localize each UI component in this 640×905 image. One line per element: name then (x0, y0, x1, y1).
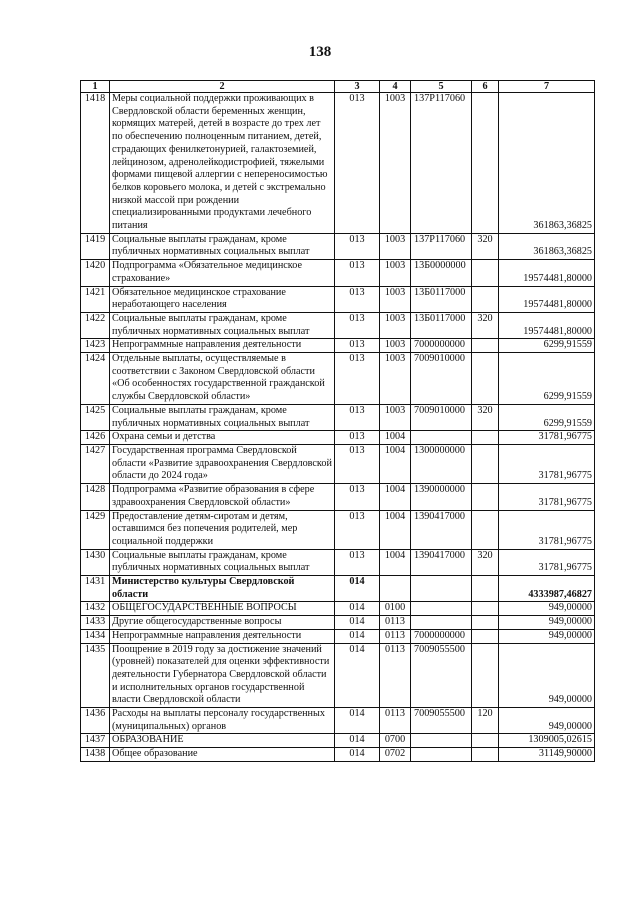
section-code: 1003 (380, 339, 411, 353)
section-code: 1003 (380, 260, 411, 286)
row-name: Отдельные выплаты, осуществляемые в соответствии с Законом Свердловской области «Об особенностях государственной гражданской службы Свердловской области» (110, 353, 335, 405)
admin-code: 014 (335, 629, 380, 643)
expense-type-code: 320 (472, 404, 499, 430)
table-row (81, 510, 595, 549)
target-article-code (411, 431, 472, 445)
row-number: 1427 (81, 444, 110, 483)
row-name: Социальные выплаты гражданам, кроме публичных нормативных социальных выплат (110, 233, 335, 259)
expense-type-code (472, 602, 499, 616)
row-name: Подпрограмма «Обязательное медицинское страхование» (110, 260, 335, 286)
admin-code: 013 (335, 404, 380, 430)
section-code: 0100 (380, 602, 411, 616)
row-name: ОБРАЗОВАНИЕ (110, 734, 335, 748)
admin-code: 013 (335, 260, 380, 286)
row-name: Государственная программа Свердловской области «Развитие здравоохранения Свердловской области до 2024 года» (110, 444, 335, 483)
expense-type-code (472, 510, 499, 549)
target-article-code: 137P117060 (411, 233, 472, 259)
row-name: Обязательное медицинское страхование неработающего населения (110, 286, 335, 312)
admin-code: 013 (335, 431, 380, 445)
admin-code: 013 (335, 312, 380, 338)
amount: 1309005,02615 (499, 734, 595, 748)
expense-type-code: 120 (472, 708, 499, 734)
row-name: Социальные выплаты гражданам, кроме публичных нормативных социальных выплат (110, 312, 335, 338)
target-article-code: 13Б0117000 (411, 286, 472, 312)
row-number: 1420 (81, 260, 110, 286)
row-number: 1419 (81, 233, 110, 259)
admin-code: 013 (335, 233, 380, 259)
section-code: 1004 (380, 549, 411, 575)
target-article-code: 1300000000 (411, 444, 472, 483)
column-header: 1 (81, 81, 110, 93)
amount: 949,00000 (499, 616, 595, 630)
expense-type-code (472, 444, 499, 483)
section-code: 1003 (380, 93, 411, 234)
table-row (81, 260, 595, 286)
section-code: 1003 (380, 286, 411, 312)
table-row (81, 233, 595, 259)
row-number: 1426 (81, 431, 110, 445)
column-header: 6 (472, 81, 499, 93)
amount: 949,00000 (499, 643, 595, 708)
row-number: 1434 (81, 629, 110, 643)
admin-code: 014 (335, 708, 380, 734)
row-number: 1430 (81, 549, 110, 575)
expense-type-code (472, 576, 499, 602)
target-article-code: 7009010000 (411, 404, 472, 430)
target-article-code: 7000000000 (411, 339, 472, 353)
target-article-code (411, 734, 472, 748)
row-number: 1438 (81, 748, 110, 762)
row-number: 1422 (81, 312, 110, 338)
row-name: Поощрение в 2019 году за достижение значений (уровней) показателей для оценки эффективности деятельности Губернатора Свердловской области и исполнительных органов государственной власти Свердловской области (110, 643, 335, 708)
amount: 6299,91559 (499, 339, 595, 353)
admin-code: 014 (335, 643, 380, 708)
section-code: 1003 (380, 312, 411, 338)
section-code: 0113 (380, 616, 411, 630)
admin-code: 013 (335, 93, 380, 234)
target-article-code: 13Б0117000 (411, 312, 472, 338)
amount: 4333987,46827 (499, 576, 595, 602)
row-name: Непрограммные направления деятельности (110, 339, 335, 353)
amount: 949,00000 (499, 629, 595, 643)
admin-code: 013 (335, 510, 380, 549)
row-number: 1435 (81, 643, 110, 708)
row-name: Другие общегосударственные вопросы (110, 616, 335, 630)
admin-code: 014 (335, 734, 380, 748)
table-row (81, 602, 595, 616)
section-code: 1004 (380, 484, 411, 510)
expense-type-code (472, 286, 499, 312)
expense-type-code (472, 353, 499, 405)
table-row (81, 312, 595, 338)
admin-code: 013 (335, 286, 380, 312)
table-row (81, 629, 595, 643)
table-row (81, 286, 595, 312)
row-number: 1428 (81, 484, 110, 510)
row-name: Социальные выплаты гражданам, кроме публичных нормативных социальных выплат (110, 404, 335, 430)
expense-type-code (472, 431, 499, 445)
row-number: 1421 (81, 286, 110, 312)
row-number: 1418 (81, 93, 110, 234)
section-code: 0113 (380, 629, 411, 643)
amount: 19574481,80000 (499, 260, 595, 286)
admin-code: 014 (335, 576, 380, 602)
target-article-code: 7009055500 (411, 643, 472, 708)
row-name: Социальные выплаты гражданам, кроме публичных нормативных социальных выплат (110, 549, 335, 575)
expense-type-code (472, 93, 499, 234)
row-name: Общее образование (110, 748, 335, 762)
table-row (81, 708, 595, 734)
expense-type-code (472, 616, 499, 630)
target-article-code: 1390000000 (411, 484, 472, 510)
admin-code: 014 (335, 748, 380, 762)
column-header: 4 (380, 81, 411, 93)
expense-type-code (472, 643, 499, 708)
admin-code: 014 (335, 602, 380, 616)
row-name: ОБЩЕГОСУДАРСТВЕННЫЕ ВОПРОСЫ (110, 602, 335, 616)
amount: 31781,96775 (499, 549, 595, 575)
row-number: 1429 (81, 510, 110, 549)
admin-code: 013 (335, 444, 380, 483)
expense-type-code (472, 339, 499, 353)
expense-type-code: 320 (472, 549, 499, 575)
target-article-code: 137P117060 (411, 93, 472, 234)
amount: 6299,91559 (499, 353, 595, 405)
table-row (81, 431, 595, 445)
column-header: 7 (499, 81, 595, 93)
section-code: 1004 (380, 431, 411, 445)
expense-type-code (472, 484, 499, 510)
section-code: 1004 (380, 444, 411, 483)
row-number: 1437 (81, 734, 110, 748)
amount: 31781,96775 (499, 444, 595, 483)
column-header: 2 (110, 81, 335, 93)
row-name: Предоставление детям-сиротам и детям, оставшимся без попечения родителей, мер социальной поддержки (110, 510, 335, 549)
row-name: Подпрограмма «Развитие образования в сфере здравоохранения Свердловской области» (110, 484, 335, 510)
table-row (81, 404, 595, 430)
table-header-row (81, 81, 595, 93)
table-row (81, 444, 595, 483)
column-header: 3 (335, 81, 380, 93)
section-code: 0702 (380, 748, 411, 762)
amount: 31149,90000 (499, 748, 595, 762)
amount: 19574481,80000 (499, 312, 595, 338)
row-number: 1433 (81, 616, 110, 630)
target-article-code: 7009010000 (411, 353, 472, 405)
table-row (81, 643, 595, 708)
row-name: Расходы на выплаты персоналу государственных (муниципальных) органов (110, 708, 335, 734)
amount: 361863,36825 (499, 93, 595, 234)
expense-type-code (472, 260, 499, 286)
table-row (81, 616, 595, 630)
section-code: 0113 (380, 708, 411, 734)
section-code: 1003 (380, 233, 411, 259)
admin-code: 013 (335, 484, 380, 510)
row-number: 1425 (81, 404, 110, 430)
amount: 31781,96775 (499, 510, 595, 549)
row-number: 1424 (81, 353, 110, 405)
amount: 6299,91559 (499, 404, 595, 430)
target-article-code (411, 576, 472, 602)
table-row (81, 576, 595, 602)
amount: 949,00000 (499, 602, 595, 616)
section-code (380, 576, 411, 602)
target-article-code: 7009055500 (411, 708, 472, 734)
table-row (81, 484, 595, 510)
row-name: Министерство культуры Свердловской области (110, 576, 335, 602)
amount: 31781,96775 (499, 484, 595, 510)
table-row (81, 93, 595, 234)
row-number: 1432 (81, 602, 110, 616)
table-row (81, 353, 595, 405)
expense-type-code (472, 748, 499, 762)
expense-type-code (472, 734, 499, 748)
amount: 361863,36825 (499, 233, 595, 259)
row-number: 1423 (81, 339, 110, 353)
column-header: 5 (411, 81, 472, 93)
row-name: Меры социальной поддержки проживающих в Свердловской области беременных женщин, кормящих матерей, детей в возрасте до трех лет по обеспечению полноценным питанием, детей, страдающих фенилкетонурией, галактоземией, лейцинозом, адренолейкодистрофией, тяжелыми формами пищевой аллергии с непереносимостью белков коровьего молока, и детей с экстремально низкой массой при рождении специализированными продуктами лечебного питания (110, 93, 335, 234)
admin-code: 013 (335, 339, 380, 353)
target-article-code: 7000000000 (411, 629, 472, 643)
budget-table (80, 80, 595, 762)
expense-type-code: 320 (472, 312, 499, 338)
row-number: 1436 (81, 708, 110, 734)
target-article-code (411, 748, 472, 762)
target-article-code (411, 616, 472, 630)
admin-code: 013 (335, 549, 380, 575)
table-row (81, 748, 595, 762)
amount: 19574481,80000 (499, 286, 595, 312)
row-number: 1431 (81, 576, 110, 602)
table-row (81, 734, 595, 748)
section-code: 1004 (380, 510, 411, 549)
row-name: Охрана семьи и детства (110, 431, 335, 445)
section-code: 0700 (380, 734, 411, 748)
admin-code: 013 (335, 353, 380, 405)
table-row (81, 549, 595, 575)
target-article-code (411, 602, 472, 616)
amount: 949,00000 (499, 708, 595, 734)
table-row (81, 339, 595, 353)
page-number: 138 (308, 44, 332, 60)
amount: 31781,96775 (499, 431, 595, 445)
target-article-code: 13Б0000000 (411, 260, 472, 286)
target-article-code: 1390417000 (411, 549, 472, 575)
admin-code: 014 (335, 616, 380, 630)
section-code: 0113 (380, 643, 411, 708)
row-name: Непрограммные направления деятельности (110, 629, 335, 643)
expense-type-code: 320 (472, 233, 499, 259)
section-code: 1003 (380, 404, 411, 430)
section-code: 1003 (380, 353, 411, 405)
expense-type-code (472, 629, 499, 643)
target-article-code: 1390417000 (411, 510, 472, 549)
